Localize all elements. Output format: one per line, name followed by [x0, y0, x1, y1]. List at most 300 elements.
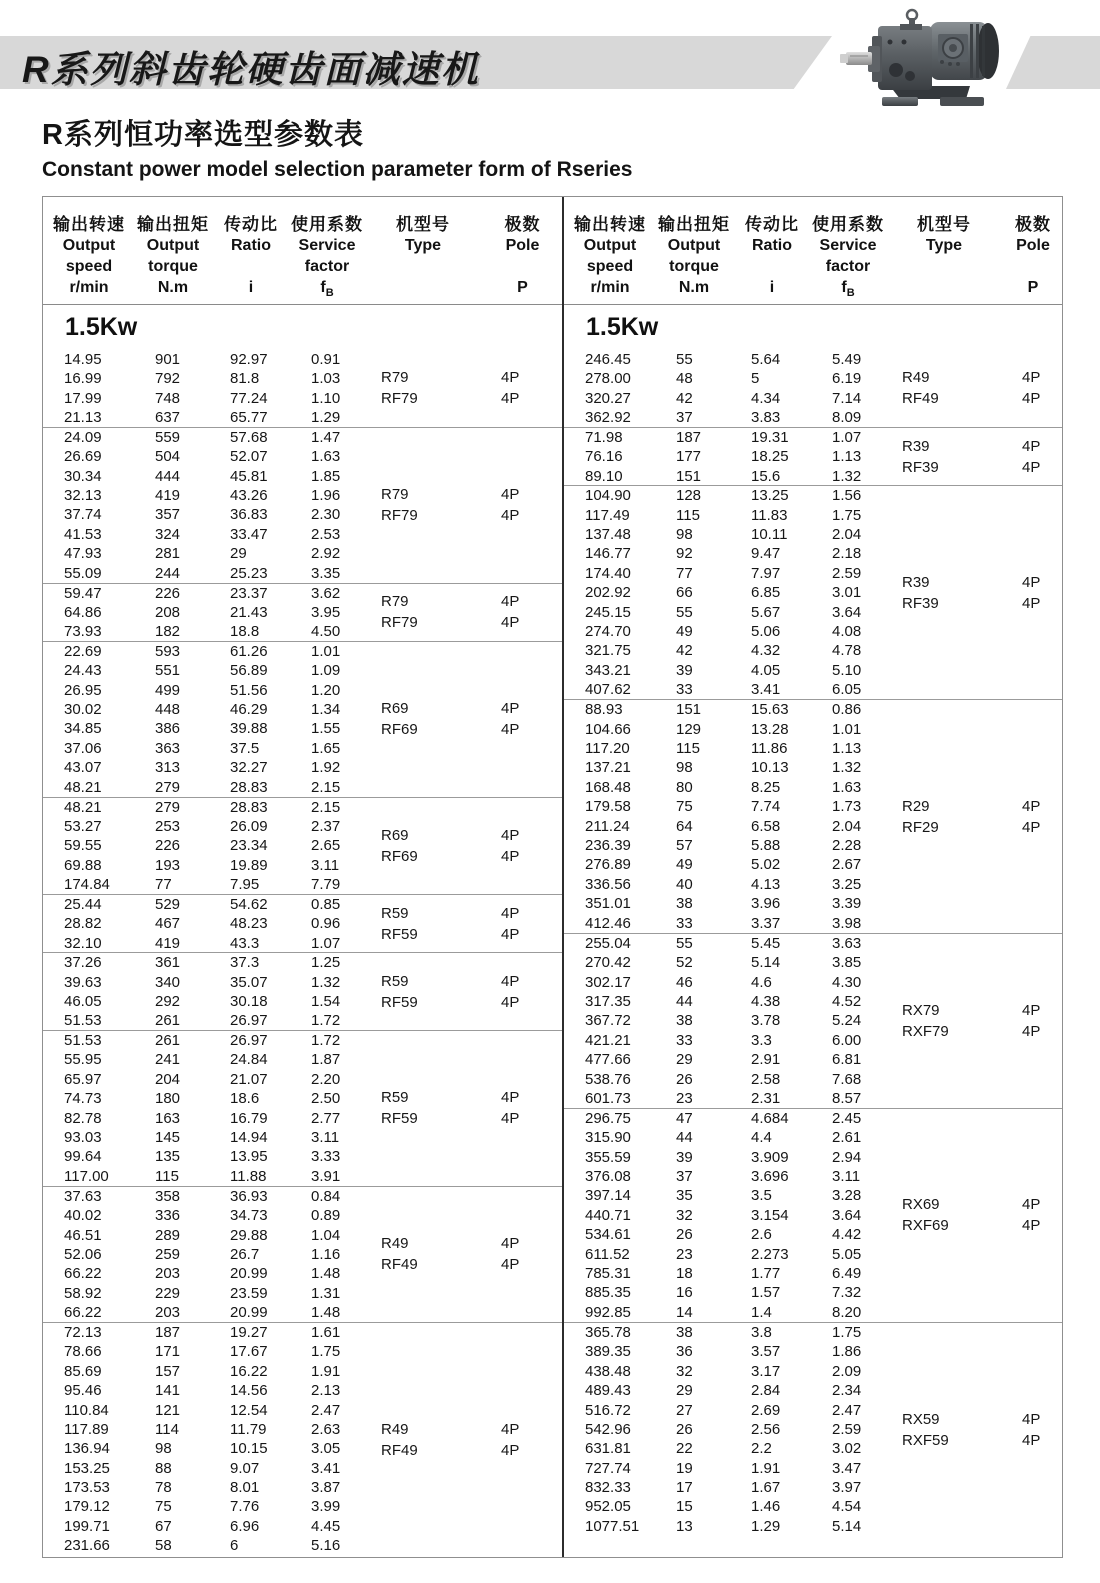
pole-label: 4P: [501, 925, 520, 943]
type-label: RXF79: [902, 1022, 949, 1040]
type-row: [363, 1108, 562, 1129]
torque-value: 193: [155, 856, 181, 874]
factor-value: 8.20: [832, 1303, 862, 1321]
ratio-value: 26.7: [230, 1245, 260, 1263]
torque-value: 336: [155, 1207, 181, 1225]
ratio-value: 3.909: [751, 1148, 789, 1166]
torque-value: 261: [155, 1032, 181, 1050]
ratio-value: 11.79: [230, 1420, 267, 1438]
pole-label: 4P: [1022, 369, 1041, 387]
torque-value: 39: [676, 1148, 693, 1166]
factor-value: 8.09: [832, 409, 862, 427]
torque-value: 115: [676, 506, 700, 524]
pole-label: 4P: [501, 593, 520, 611]
speed-value: 438.48: [585, 1362, 631, 1380]
type-row: [363, 903, 562, 924]
factor-value: 2.20: [311, 1070, 341, 1088]
type-block: [884, 934, 1062, 1108]
model-group: [564, 934, 1062, 1109]
speed-value: 66.22: [64, 1304, 102, 1322]
speed-value: 952.05: [585, 1498, 631, 1516]
pole-label: 4P: [501, 721, 520, 739]
pole-label: 4P: [501, 993, 520, 1011]
type-row: [363, 992, 562, 1013]
speed-value: 168.48: [585, 778, 631, 796]
pole-label: 4P: [501, 1235, 520, 1253]
speed-value: 412.46: [585, 914, 631, 932]
factor-value: 1.63: [311, 448, 341, 466]
type-row: [363, 388, 562, 409]
factor-value: 2.30: [311, 506, 341, 524]
ratio-value: 4.13: [751, 875, 781, 893]
factor-value: 2.63: [311, 1420, 341, 1438]
speed-value: 389.35: [585, 1343, 631, 1361]
type-block: [363, 350, 562, 427]
torque-value: 75: [155, 1498, 172, 1516]
torque-value: 259: [155, 1245, 181, 1263]
ratio-value: 5.88: [751, 836, 781, 854]
factor-value: 0.91: [311, 351, 341, 368]
speed-value: 88.93: [585, 701, 623, 719]
model-group: [43, 642, 562, 798]
speed-value: 37.63: [64, 1187, 102, 1205]
speed-value: 58.92: [64, 1284, 102, 1302]
torque-value: 33: [676, 1031, 693, 1049]
ratio-value: 2.273: [751, 1245, 789, 1263]
torque-value: 551: [155, 662, 181, 680]
speed-value: 631.81: [585, 1440, 631, 1458]
speed-value: 76.16: [585, 448, 623, 466]
ratio-value: 2.31: [751, 1089, 781, 1107]
factor-value: 3.28: [832, 1187, 862, 1205]
power-section-label: 1.5Kw: [586, 313, 659, 341]
torque-value: 748: [155, 389, 181, 407]
type-label: RF69: [381, 721, 418, 739]
group-rows: [43, 642, 363, 797]
pole-label: 4P: [1022, 1022, 1041, 1040]
speed-value: 53.27: [64, 817, 102, 835]
ratio-value: 16.22: [230, 1362, 268, 1380]
torque-value: 151: [676, 467, 702, 485]
speed-value: 34.85: [64, 720, 102, 738]
type-row: [884, 817, 1062, 838]
type-block: [363, 953, 562, 1030]
factor-value: 3.25: [832, 875, 862, 893]
factor-value: 7.32: [832, 1284, 862, 1302]
torque-value: 38: [676, 895, 693, 913]
torque-value: 529: [155, 895, 181, 913]
group-rows: [564, 1323, 884, 1537]
header-label: 输出扭矩: [658, 215, 730, 234]
type-label: RF49: [902, 390, 939, 408]
ratio-value: 16.79: [230, 1109, 268, 1127]
header-factor-symbol: $f_B$: [320, 279, 334, 300]
factor-value: 2.77: [311, 1109, 341, 1127]
ratio-value: 2.91: [751, 1051, 781, 1069]
header-label: 极数: [1015, 215, 1051, 234]
factor-value: 2.28: [832, 836, 862, 854]
pole-label: 4P: [1022, 573, 1041, 591]
torque-value: 44: [676, 992, 693, 1010]
speed-value: 211.24: [585, 817, 630, 835]
ratio-value: 2.69: [751, 1401, 781, 1419]
speed-value: 40.02: [64, 1207, 102, 1225]
ratio-value: 20.99: [230, 1265, 268, 1283]
pole-label: 4P: [501, 486, 520, 504]
factor-value: 1.16: [311, 1245, 341, 1263]
ratio-value: 26.09: [230, 817, 268, 835]
ratio-value: 26.97: [230, 1032, 268, 1050]
torque-value: 363: [155, 739, 181, 757]
torque-value: 177: [676, 448, 702, 466]
ratio-value: 8.01: [230, 1479, 260, 1497]
factor-value: 6.49: [832, 1265, 862, 1283]
torque-value: 226: [155, 837, 181, 855]
ratio-value: 4.38: [751, 992, 781, 1010]
header-label: Pole: [505, 237, 540, 254]
ratio-value: 6: [230, 1537, 239, 1555]
ratio-value: 54.62: [230, 895, 268, 913]
type-label: R49: [381, 1420, 409, 1438]
speed-value: 202.92: [585, 584, 631, 602]
type-block: [884, 1109, 1062, 1322]
ratio-value: 4.05: [751, 661, 781, 679]
header-col-torque: [656, 214, 732, 304]
torque-value: 253: [155, 817, 181, 835]
model-group: [43, 428, 562, 584]
factor-value: 1.72: [311, 1012, 341, 1030]
ratio-value: 3.5: [751, 1187, 772, 1205]
torque-value: 98: [155, 1440, 172, 1458]
speed-value: 73.93: [64, 623, 102, 641]
type-row: [884, 1021, 1062, 1042]
speed-value: 397.14: [585, 1187, 631, 1205]
header-label: Type: [925, 237, 963, 254]
factor-value: 5.49: [832, 351, 862, 368]
speed-value: 59.55: [64, 837, 102, 855]
type-row: [884, 796, 1062, 817]
speed-value: 137.21: [585, 759, 631, 777]
ratio-value: 92.97: [230, 351, 268, 368]
pole-label: 4P: [1022, 1196, 1041, 1214]
pole-label: 4P: [1022, 818, 1041, 836]
factor-value: 1.31: [311, 1284, 341, 1302]
torque-value: 357: [155, 506, 181, 524]
header-label: speed: [65, 258, 113, 275]
speed-value: 104.90: [585, 487, 631, 505]
torque-value: 261: [155, 1012, 181, 1030]
type-row: [363, 612, 562, 633]
speed-value: 24.43: [64, 662, 102, 680]
ratio-value: 3.696: [751, 1168, 789, 1186]
pole-label: 4P: [501, 1441, 520, 1459]
speed-value: 37.06: [64, 739, 102, 757]
ratio-value: 28.83: [230, 778, 268, 796]
torque-value: 386: [155, 720, 181, 738]
factor-value: 3.87: [311, 1479, 341, 1497]
speed-value: 320.27: [585, 389, 631, 407]
torque-value: 637: [155, 409, 181, 427]
type-block: [363, 1187, 562, 1322]
factor-value: 3.64: [832, 1206, 862, 1224]
factor-value: 1.72: [311, 1032, 341, 1050]
speed-value: 37.26: [64, 954, 102, 972]
ratio-value: 5.06: [751, 622, 781, 640]
type-row: [363, 484, 562, 505]
speed-value: 179.12: [64, 1498, 110, 1516]
table-right-half: [562, 197, 1062, 1557]
header-col-pole: [1004, 214, 1062, 304]
speed-value: 21.13: [64, 409, 102, 427]
header-label: Pole: [1016, 237, 1050, 254]
speed-value: 117.00: [64, 1167, 109, 1185]
ratio-value: 48.23: [230, 915, 268, 933]
section-title-cn: R系列恒功率选型参数表: [42, 119, 364, 151]
torque-value: 504: [155, 448, 181, 466]
torque-value: 313: [155, 759, 181, 777]
type-row: [363, 591, 562, 612]
type-label: RX59: [902, 1410, 940, 1428]
type-row: [363, 698, 562, 719]
torque-value: 279: [155, 778, 181, 796]
torque-value: 203: [155, 1304, 181, 1322]
torque-value: 23: [676, 1089, 693, 1107]
ratio-value: 26.97: [230, 1012, 268, 1030]
speed-value: 421.21: [585, 1031, 631, 1049]
ratio-value: 14.94: [230, 1129, 268, 1146]
torque-value: 64: [676, 817, 693, 835]
factor-value: 2.67: [832, 856, 862, 874]
ratio-value: 1.77: [751, 1265, 781, 1283]
torque-value: 52: [676, 954, 693, 972]
speed-value: 246.45: [585, 351, 631, 368]
group-rows: [564, 428, 884, 485]
factor-value: 2.45: [832, 1109, 862, 1127]
ratio-value: 1.29: [751, 1517, 781, 1535]
header-label: 输出转速: [53, 215, 125, 234]
speed-value: 236.39: [585, 836, 631, 854]
factor-value: 2.47: [311, 1401, 341, 1419]
type-row: [363, 1233, 562, 1254]
factor-value: 1.85: [311, 467, 341, 485]
factor-value: 2.65: [311, 837, 341, 855]
banner-band-right: [1006, 36, 1100, 89]
factor-value: 3.33: [311, 1148, 341, 1166]
ratio-value: 32.27: [230, 759, 268, 777]
torque-value: 33: [676, 681, 693, 699]
pole-label: 4P: [1022, 797, 1041, 815]
factor-value: 3.85: [832, 954, 862, 972]
ratio-value: 10.13: [751, 759, 789, 777]
torque-value: 57: [676, 836, 693, 854]
pole-label: 4P: [501, 1256, 520, 1274]
ratio-value: 17.67: [230, 1343, 268, 1361]
type-row: [884, 1194, 1062, 1215]
type-label: RXF69: [902, 1217, 949, 1235]
type-block: [884, 700, 1062, 933]
speed-value: 173.53: [64, 1479, 110, 1497]
factor-value: 1.91: [311, 1362, 341, 1380]
torque-value: 203: [155, 1265, 181, 1283]
type-row: [363, 1254, 562, 1275]
factor-value: 7.79: [311, 876, 341, 894]
ratio-value: 11.83: [751, 506, 788, 524]
factor-value: 0.89: [311, 1207, 341, 1225]
factor-value: 3.39: [832, 895, 862, 913]
speed-value: 174.40: [585, 564, 631, 582]
torque-value: 19: [676, 1459, 693, 1477]
speed-value: 22.69: [64, 642, 102, 660]
torque-value: 67: [155, 1517, 172, 1535]
torque-value: 241: [155, 1051, 181, 1069]
type-label: RF49: [381, 1256, 418, 1274]
factor-value: 1.13: [832, 740, 862, 758]
ratio-value: 3.41: [751, 681, 781, 699]
ratio-value: 6.85: [751, 584, 781, 602]
factor-value: 4.45: [311, 1517, 341, 1535]
group-rows: [43, 584, 363, 641]
torque-value: 244: [155, 564, 181, 582]
speed-value: 245.15: [585, 603, 631, 621]
torque-value: 49: [676, 856, 693, 874]
speed-value: 66.22: [64, 1265, 102, 1283]
type-label: R79: [381, 486, 409, 504]
factor-value: 0.85: [311, 895, 341, 913]
ratio-value: 1.46: [751, 1498, 781, 1516]
factor-value: 1.09: [311, 662, 341, 680]
factor-value: 1.10: [311, 389, 341, 407]
type-row: [363, 825, 562, 846]
ratio-value: 1.4: [751, 1303, 772, 1321]
ratio-value: 46.29: [230, 701, 268, 719]
speed-value: 41.53: [64, 525, 102, 543]
type-label: RF79: [381, 390, 418, 408]
speed-value: 55.95: [64, 1051, 102, 1069]
ratio-value: 39.88: [230, 720, 268, 738]
speed-value: 407.62: [585, 681, 631, 699]
type-label: RF59: [381, 993, 418, 1011]
header-unit: P: [1027, 279, 1039, 296]
type-row: [363, 1440, 562, 1461]
ratio-value: 23.37: [230, 584, 268, 602]
type-label: R79: [381, 369, 409, 387]
ratio-value: 30.18: [230, 993, 268, 1010]
speed-value: 117.49: [585, 506, 630, 524]
factor-value: 2.34: [832, 1382, 862, 1400]
type-row: [363, 367, 562, 388]
torque-value: 467: [155, 915, 181, 933]
type-label: R69: [381, 700, 409, 718]
ratio-value: 5: [751, 370, 760, 388]
header-label: 输出扭矩: [137, 215, 209, 234]
speed-value: 99.64: [64, 1148, 102, 1166]
torque-value: 77: [155, 876, 172, 894]
speed-value: 28.82: [64, 915, 102, 933]
torque-value: 593: [155, 642, 181, 660]
torque-value: 13: [676, 1517, 693, 1535]
factor-value: 3.41: [311, 1459, 341, 1477]
model-group: [564, 428, 1062, 486]
table-header: [43, 197, 562, 305]
ratio-value: 13.28: [751, 720, 789, 738]
torque-value: 42: [676, 389, 693, 407]
torque-value: 29: [676, 1382, 693, 1400]
torque-value: 38: [676, 1012, 693, 1030]
left-groups-container: [43, 350, 562, 1557]
factor-value: 1.86: [832, 1343, 862, 1361]
header-label: 机型号: [396, 215, 450, 234]
torque-value: 18: [676, 1265, 693, 1283]
header-unit: P: [517, 279, 528, 296]
torque-value: 92: [676, 545, 693, 563]
header-label: Service: [819, 237, 877, 254]
header-label: 传动比: [224, 215, 278, 234]
factor-value: 5.14: [832, 1517, 862, 1535]
ratio-value: 3.17: [751, 1362, 781, 1380]
torque-value: 80: [676, 778, 693, 796]
factor-value: 2.15: [311, 778, 341, 796]
header-col-ratio: [211, 214, 291, 304]
factor-value: 6.81: [832, 1051, 862, 1069]
factor-value: 1.13: [832, 448, 862, 466]
ratio-value: 20.99: [230, 1304, 268, 1322]
pole-label: 4P: [501, 826, 520, 844]
factor-value: 1.25: [311, 954, 341, 972]
ratio-value: 4.6: [751, 973, 772, 991]
header-label: 传动比: [745, 215, 799, 234]
torque-value: 281: [155, 545, 181, 563]
speed-value: 71.98: [585, 428, 623, 446]
factor-value: 1.29: [311, 409, 341, 427]
ratio-value: 4.32: [751, 642, 781, 660]
factor-value: 1.56: [832, 487, 862, 505]
speed-value: 25.44: [64, 895, 102, 913]
torque-value: 141: [155, 1382, 181, 1400]
speed-value: 43.07: [64, 759, 102, 777]
torque-value: 98: [676, 525, 693, 543]
ratio-value: 10.11: [751, 525, 788, 543]
type-label: R59: [381, 904, 409, 922]
speed-value: 47.93: [64, 545, 102, 563]
factor-value: 3.11: [311, 1129, 340, 1146]
type-block: [363, 428, 562, 583]
model-group: [564, 486, 1062, 700]
speed-value: 276.89: [585, 856, 631, 874]
factor-value: 2.53: [311, 525, 341, 543]
ratio-value: 61.26: [230, 642, 268, 660]
speed-value: 477.66: [585, 1051, 631, 1069]
factor-value: 2.04: [832, 817, 862, 835]
type-label: RF59: [381, 925, 418, 943]
pole-label: 4P: [501, 507, 520, 525]
type-block: [884, 486, 1062, 699]
model-group: [43, 1187, 562, 1323]
model-group: [43, 798, 562, 895]
header-label: speed: [586, 258, 634, 275]
group-rows: [43, 953, 363, 1030]
factor-value: 2.15: [311, 798, 341, 816]
model-group: [564, 350, 1062, 428]
ratio-value: 6.58: [751, 817, 781, 835]
factor-value: 2.50: [311, 1090, 341, 1108]
group-rows: [564, 1109, 884, 1322]
group-rows: [564, 350, 884, 427]
torque-value: 47: [676, 1109, 693, 1127]
type-label: RF79: [381, 507, 418, 525]
factor-value: 5.10: [832, 661, 862, 679]
speed-value: 611.52: [585, 1245, 630, 1263]
header-col-pole: [483, 214, 562, 304]
